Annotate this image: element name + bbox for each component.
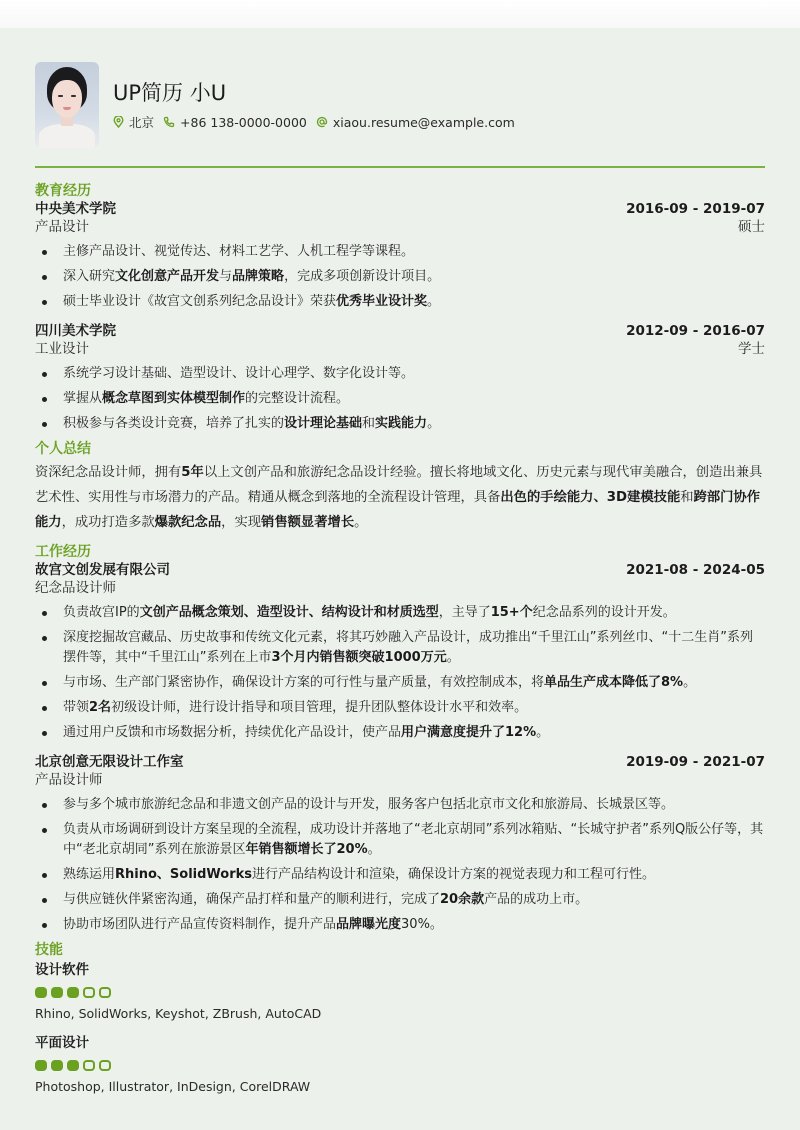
contact-location [113, 113, 154, 131]
company-name: 北京创意无限设计工作室 [35, 754, 184, 770]
text-run: 积极参与各类设计竞赛，培养了扎实的 [63, 416, 285, 431]
text-run: 协助市场团队进行产品宣传资料制作，提升产品 [63, 917, 337, 932]
bullet-item [35, 603, 765, 623]
text-run: 以上文创产品和旅游纪念品设计经验。擅长将地域文化、历史元素与现代审美融合，创造出兼具艺术性、实用性与市场潜力的产品。精通从概念到落地的全流程设计管理，具备 [35, 465, 763, 505]
bold-text: Rhino、SolidWorks [115, 867, 253, 882]
text-run: 带领 [63, 700, 90, 715]
text-run: 和 [362, 416, 376, 431]
empty-dot-icon [83, 987, 95, 998]
filled-dot-icon [51, 987, 63, 998]
degree: 硕士 [738, 219, 765, 235]
resume-header [35, 62, 765, 148]
education-entry [35, 200, 765, 312]
entry-header [35, 200, 765, 218]
bullet-item [35, 723, 765, 743]
text-run: ，实现 [221, 515, 262, 530]
text-run: 与市场、生产部门紧密协作，确保设计方案的可行性与量产质量，有效控制成本，将 [63, 675, 545, 690]
text-run: 的完整设计流程。 [245, 391, 350, 406]
bold-text: 文化创意产品开发 [115, 269, 220, 284]
job-title: 纪念品设计师 [35, 580, 116, 596]
entry-subheader [35, 579, 765, 597]
education-entry [35, 322, 765, 434]
date-range: 2021-08 - 2024-05 [626, 562, 765, 578]
job-title: 产品设计师 [35, 772, 103, 788]
bullet-list [35, 364, 765, 434]
section-title-summary: 个人总结 [35, 441, 91, 457]
contact-info [113, 113, 524, 131]
bullet-item [35, 915, 765, 935]
bullet-item [35, 292, 765, 312]
text-run: 与供应链伙伴紧密沟通，确保产品打样和量产的顺利进行，完成了 [63, 892, 441, 907]
text-run: 。 [536, 725, 550, 740]
contact-email [316, 115, 515, 130]
work-entry [35, 753, 765, 935]
bold-text: 销售额显著增长 [261, 515, 355, 530]
major: 产品设计 [35, 219, 89, 235]
text-run: 通过用户反馈和市场数据分析，持续优化产品设计，使产品 [63, 725, 402, 740]
filled-dot-icon [67, 987, 79, 998]
section-title-education: 教育经历 [35, 183, 91, 199]
school-name: 中央美术学院 [35, 201, 116, 217]
text-run: ，主导了 [438, 605, 491, 620]
bullet-list [35, 242, 765, 312]
bullet-item [35, 820, 765, 860]
text-run: 参与多个城市旅游纪念品和非遗文创产品的设计与开发，服务客户包括北京市文化和旅游局、长城景区等。 [63, 797, 675, 812]
text-run: 资深纪念品设计师，拥有 [35, 465, 182, 480]
resume-page [0, 28, 800, 1130]
bold-text: 爆款纪念品 [154, 515, 222, 530]
bold-text: 品牌策略 [232, 269, 285, 284]
bold-text: 2名 [89, 700, 112, 715]
text-run: 。 [427, 416, 441, 431]
text-run: 。 [683, 675, 697, 690]
location-pin-icon [113, 116, 124, 128]
bullet-item [35, 389, 765, 409]
text-run: 深入研究 [63, 269, 116, 284]
text-run: 熟练运用 [63, 867, 116, 882]
skills-list [35, 961, 765, 1095]
bold-text: 单品生产成本降低了8% [544, 675, 684, 690]
header-divider [35, 166, 765, 168]
degree: 学士 [738, 341, 765, 357]
bold-text: 20余款 [440, 892, 485, 907]
bullet-item [35, 890, 765, 910]
date-range: 2019-09 - 2021-07 [626, 754, 765, 770]
bullet-item [35, 242, 765, 262]
skill-level-rating [35, 1060, 765, 1071]
text-run: 与 [219, 269, 233, 284]
top-bar [0, 0, 800, 28]
section-title-work: 工作经历 [35, 544, 91, 560]
text-run: 深度挖掘故宫藏品、历史故事和传统文化元素，将其巧妙融入产品设计，成功推出“千里江山”系列丝巾、“十二生肖”系列摆件等，其中“千里江山”系列在上市 [63, 630, 753, 665]
work-entry [35, 561, 765, 743]
company-name: 故宫文创发展有限公司 [35, 562, 170, 578]
bold-text: 3个月内销售额突破1000万元 [271, 650, 447, 665]
bullet-item [35, 795, 765, 815]
contact-phone [163, 115, 307, 130]
skill-category: 平面设计 [35, 1035, 89, 1051]
bold-text: 5年 [181, 465, 204, 480]
empty-dot-icon [83, 1060, 95, 1071]
text-run: 系统学习设计基础、造型设计、设计心理学、数字化设计等。 [63, 366, 415, 381]
text-run: 纪念品系列的设计开发。 [532, 605, 676, 620]
text-run: 掌握从 [63, 391, 103, 406]
filled-dot-icon [35, 987, 47, 998]
date-range: 2016-09 - 2019-07 [626, 201, 765, 217]
work-list [35, 561, 765, 935]
text-run: ，完成多项创新设计项目。 [284, 269, 441, 284]
skill-category: 设计软件 [35, 962, 89, 978]
entry-header [35, 561, 765, 579]
bold-text: 文创产品概念策划、造型设计、结构设计和材质选型 [139, 605, 439, 620]
education-list [35, 200, 765, 434]
skill-level-rating [35, 987, 765, 998]
date-range: 2012-09 - 2016-07 [626, 323, 765, 339]
text-run: 主修产品设计、视觉传达、材料工艺学、人机工程学等课程。 [63, 244, 415, 259]
bullet-item [35, 628, 765, 668]
filled-dot-icon [35, 1060, 47, 1071]
bullet-list [35, 795, 765, 935]
bullet-item [35, 267, 765, 287]
text-run: 。 [367, 842, 381, 857]
bold-text: 年销售额增长了20% [245, 842, 368, 857]
phone-text: +86 138-0000-0000 [180, 114, 307, 130]
bold-text: 设计理论基础 [284, 416, 363, 431]
filled-dot-icon [51, 1060, 63, 1071]
summary-text [35, 460, 765, 535]
bold-text: 实践能力 [375, 416, 428, 431]
entry-header [35, 322, 765, 340]
text-run: 。 [427, 294, 441, 309]
major: 工业设计 [35, 341, 89, 357]
text-run: 30%。 [401, 917, 443, 932]
text-run: 硕士毕业设计《故宫文创系列纪念品设计》荣获 [63, 294, 337, 309]
text-run: ，成功打造多款 [61, 515, 155, 530]
profile-photo [35, 62, 99, 148]
empty-dot-icon [99, 987, 111, 998]
filled-dot-icon [67, 1060, 79, 1071]
text-run: 。 [354, 515, 368, 530]
bold-text: 品牌曝光度 [336, 917, 402, 932]
bold-text: 跨部门协作能力 [35, 490, 761, 530]
email-text: xiaou.resume@example.com [332, 114, 515, 130]
bold-text: 15+个 [490, 605, 533, 620]
bold-text: 用户满意度提升了12% [401, 725, 537, 740]
bold-text: 优秀毕业设计奖 [336, 294, 428, 309]
text-run: 负责从市场调研到设计方案呈现的全流程，成功设计并落地了“老北京胡同”系列冰箱贴、“长城守护者”系列Q版公仔等，其中“老北京胡同”系列在旅游景区 [63, 822, 764, 857]
empty-dot-icon [99, 1060, 111, 1071]
text-run: 初级设计师，进行设计指导和项目管理，提升团队整体设计水平和效率。 [111, 700, 528, 715]
bullet-list [35, 603, 765, 743]
phone-icon [163, 116, 175, 128]
skill-tools: Photoshop, Illustrator, InDesign, CorelDRAW [35, 1079, 311, 1094]
location-text: 北京 [129, 115, 155, 130]
text-run: 和 [680, 490, 694, 505]
bullet-item [35, 414, 765, 434]
bold-text: 出色的手绘能力、3D建模技能 [500, 490, 681, 505]
bullet-item [35, 364, 765, 384]
entry-header [35, 753, 765, 771]
at-sign-icon [316, 116, 328, 128]
text-run: 进行产品结构设计和渲染，确保设计方案的视觉表现力和工程可行性。 [252, 867, 656, 882]
text-run: 。 [446, 650, 460, 665]
bullet-item [35, 698, 765, 718]
bullet-item [35, 673, 765, 693]
skill-tools: Rhino, SolidWorks, Keyshot, ZBrush, AutoCAD [35, 1006, 322, 1021]
text-run: 负责故宫IP的 [63, 605, 140, 620]
section-title-skills: 技能 [35, 942, 63, 958]
bold-text: 概念草图到实体模型制作 [102, 391, 246, 406]
entry-subheader [35, 340, 765, 358]
text-run: 产品的成功上市。 [484, 892, 589, 907]
entry-subheader [35, 218, 765, 236]
bullet-item [35, 865, 765, 885]
entry-subheader [35, 771, 765, 789]
school-name: 四川美术学院 [35, 323, 116, 339]
candidate-name: UP简历 小U [113, 81, 227, 105]
